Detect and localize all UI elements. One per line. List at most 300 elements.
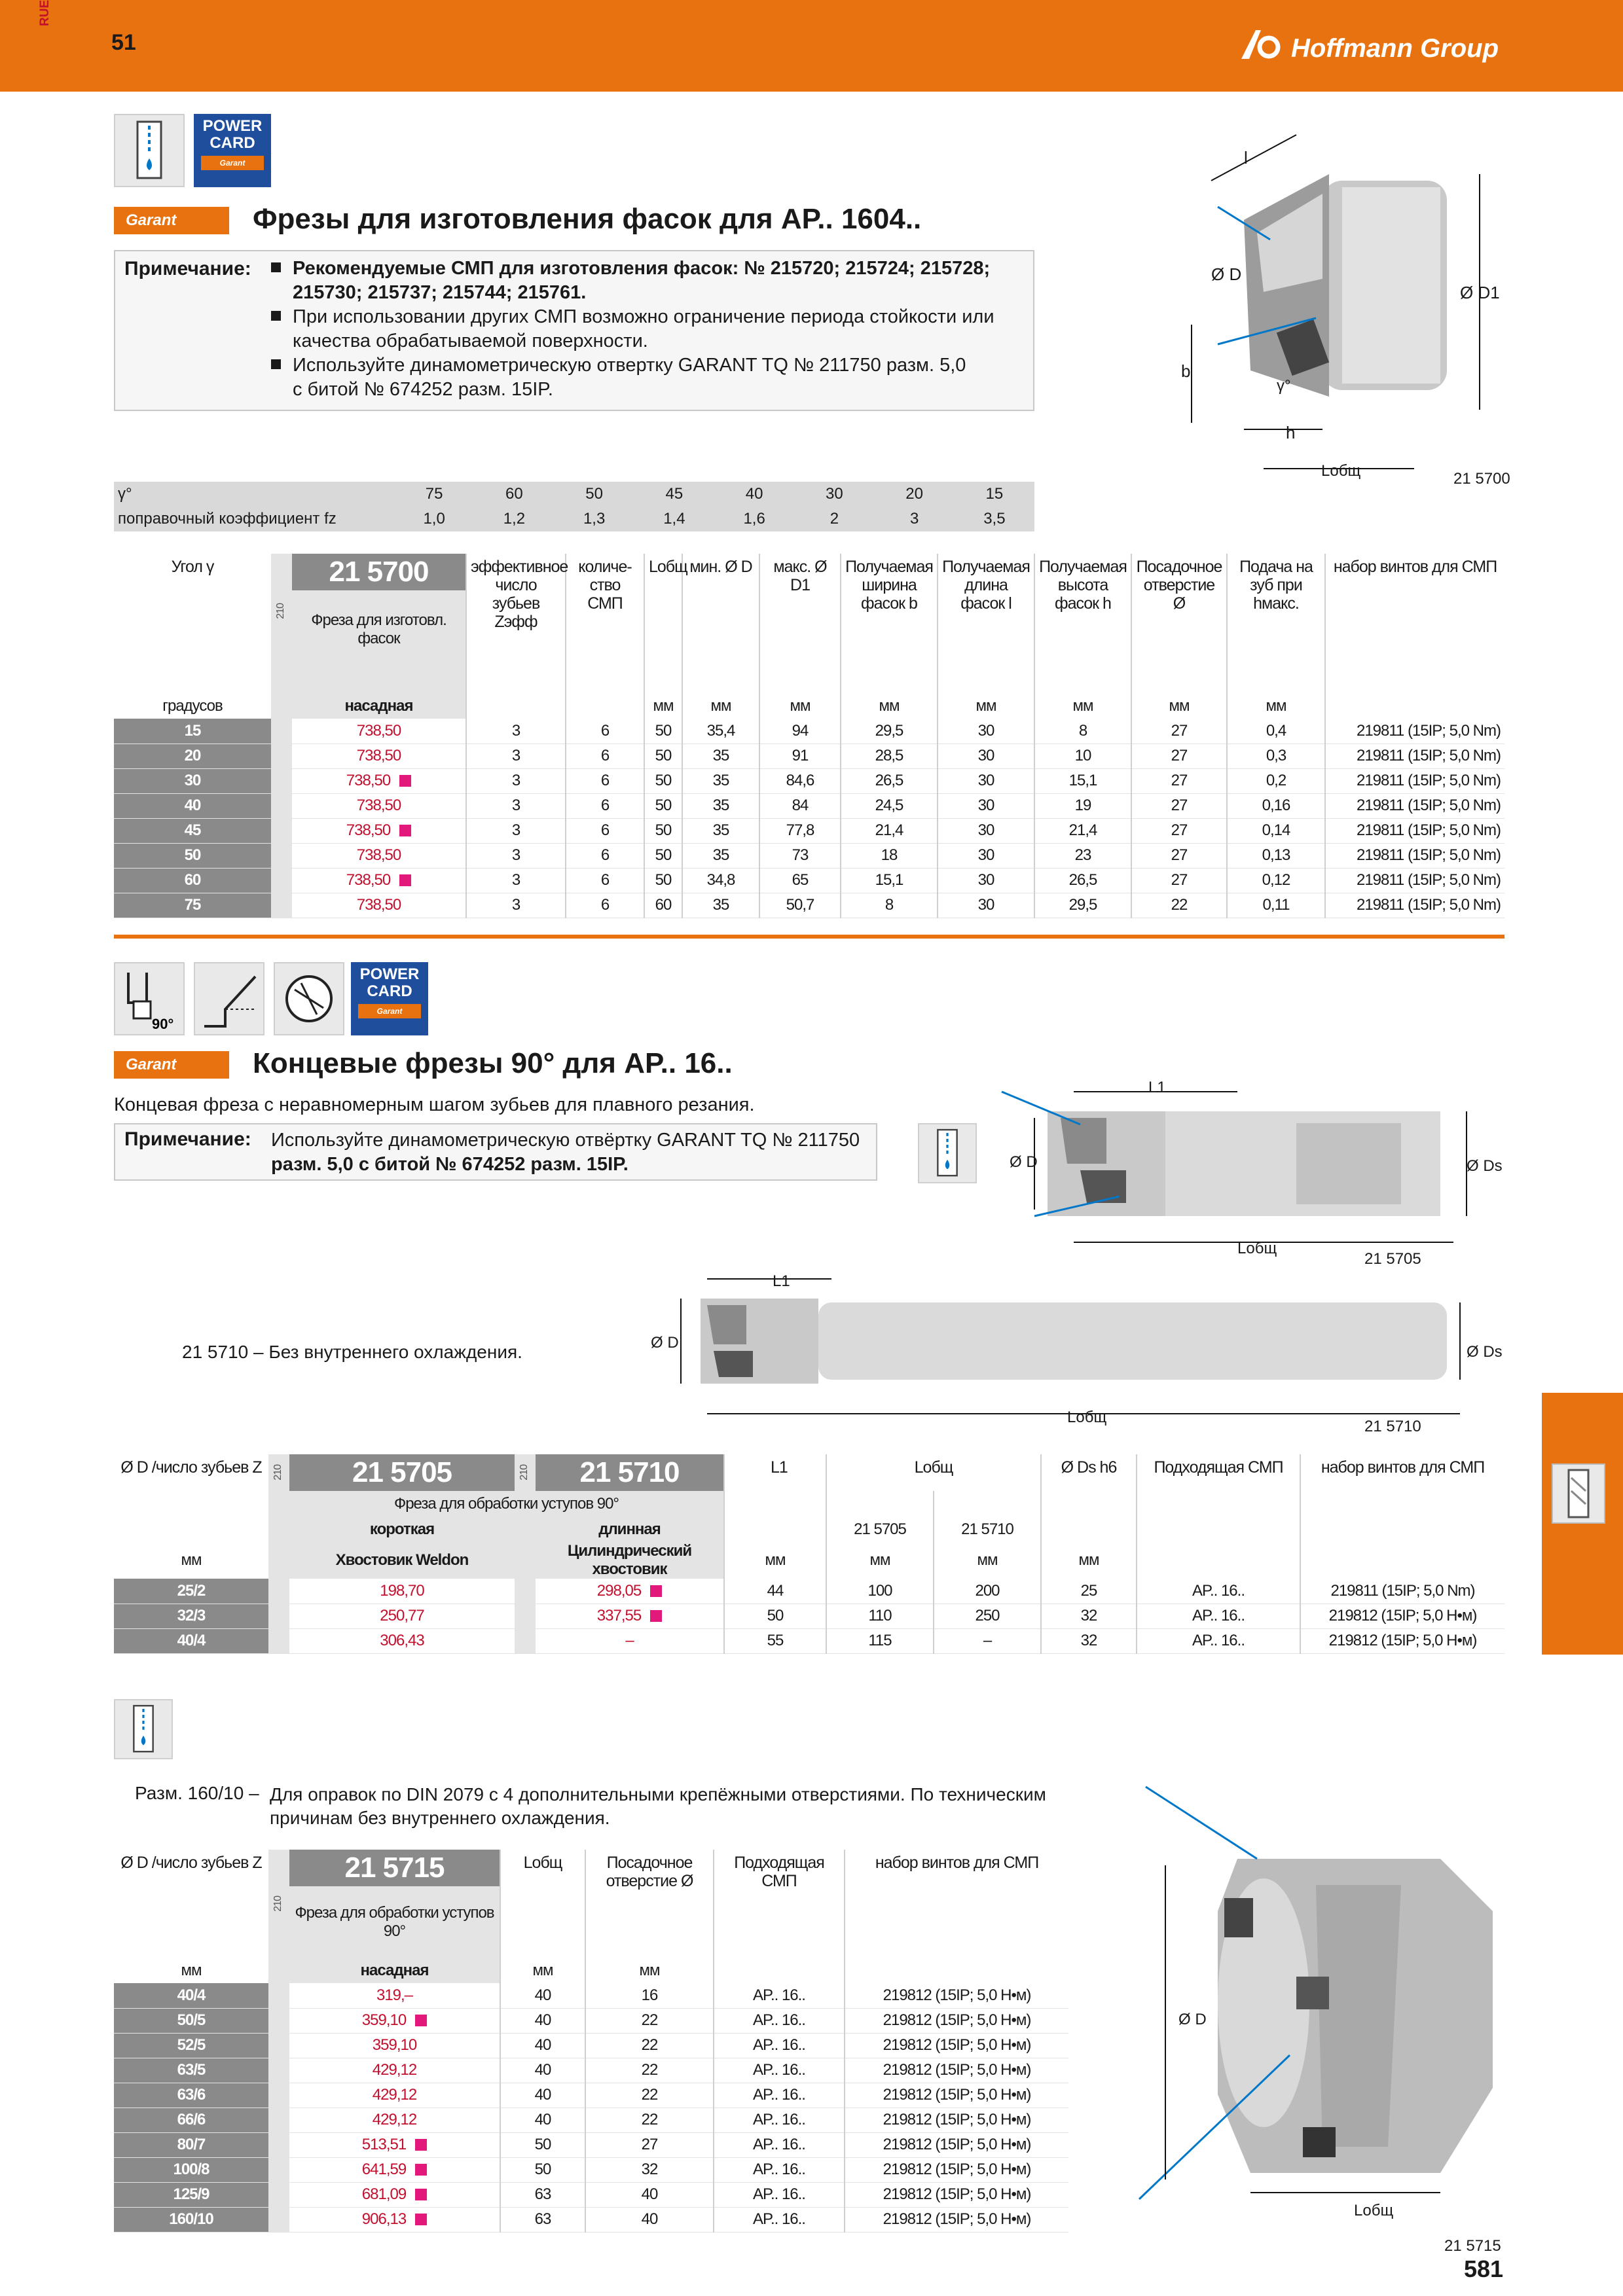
col-ltotal-215710: 21 5710 [934,1517,1041,1542]
value-cell: 0,13 [1227,843,1325,868]
unit: мм [644,694,682,719]
col-ds: Ø Ds h6 [1041,1454,1137,1542]
diameter-cell: 63/6 [114,2083,268,2108]
value-cell: 3 [466,744,566,768]
price-value: 738,50 [356,721,401,740]
value-cell: 50 [644,818,682,843]
value-cell: 250 [934,1604,1041,1628]
price-value: 429,12 [372,2061,417,2079]
value-cell: 219811 (15IP; 5,0 Nm) [1325,768,1504,793]
garant-logo: Garant [114,207,229,234]
value-cell: AP.. 16.. [714,2108,845,2132]
col-bore: Посадочное отверстие Ø [1131,554,1227,694]
value-cell: 3 [466,793,566,818]
value-cell: 25 [1041,1579,1137,1604]
col-insert: Подходящая СМП [714,1850,845,1958]
price-cell [289,1983,500,2008]
factor-cell: 3 [875,507,955,531]
value-cell: 219811 (15IP; 5,0 Nm) [1325,744,1504,768]
price-value: 641,59 [361,2161,407,2178]
value-cell: 219812 (15IP; 5,0 Н•м) [845,1983,1068,2008]
factor-cell: 1,6 [714,507,794,531]
value-cell: 219811 (15IP; 5,0 Nm) [1325,893,1504,918]
value-cell: 34,8 [682,868,759,893]
value-cell: 3 [466,818,566,843]
value-cell: 91 [759,744,841,768]
svg-text:90°: 90° [152,1016,174,1032]
value-cell: 35 [682,843,759,868]
value-cell: 27 [1131,868,1227,893]
diameter-cell: 50/5 [114,2008,268,2033]
section2-title: Концевые фрезы 90° для AP.. 16.. [253,1047,733,1079]
unit: мм [938,694,1034,719]
diagram-code-label: 21 5710 [1364,1418,1421,1435]
value-cell: AP.. 16.. [714,2207,845,2232]
value-cell: 77,8 [759,818,841,843]
value-cell: 50 [644,719,682,744]
value-cell: 27 [1131,744,1227,768]
price-cell [292,793,466,818]
value-cell: 15,1 [841,868,938,893]
price-cell [289,1604,515,1628]
value-cell: AP.. 16.. [714,2132,845,2157]
unit: мм [1227,694,1325,719]
value-cell: 30 [938,893,1034,918]
coolant-through-icon-3 [114,1699,173,1759]
value-cell: 40 [500,2058,585,2083]
stock-marker-icon [415,2015,427,2026]
value-cell: 32 [1041,1628,1137,1653]
value-cell: 22 [1131,893,1227,918]
col-length-l: Получаемая длина фасок l [938,554,1034,694]
note-label-2: Примечание: [124,1128,251,1150]
price-cell [289,2207,500,2232]
section2-subtitle: Концевая фреза с неравномерным шагом зубьев для плавного резания. [114,1094,755,1115]
value-cell: 219812 (15IP; 5,0 Н•м) [845,2008,1068,2033]
gamma-cell: 60 [474,482,554,507]
value-cell: 3 [466,868,566,893]
stock-marker-icon [415,2214,427,2225]
end-mill-long-diagram [642,1266,1512,1436]
price-value: 681,09 [361,2185,407,2203]
table-row [114,1628,1504,1653]
value-cell: 50 [500,2157,585,2182]
col-l1: L1 [724,1454,826,1517]
value-cell: 219811 (15IP; 5,0 Nm) [1325,719,1504,744]
unit-degrees: градусов [162,697,223,715]
price-value: 738,50 [346,772,391,789]
angle-cell: 40 [114,793,271,818]
price-value: 906,13 [361,2210,407,2228]
spacer-cell [271,744,292,768]
diameter-cell: 32/3 [114,1604,268,1628]
price-cell [289,2157,500,2182]
dim-l-label: l [1244,148,1248,168]
chamfer-mill-table: Угол γ 210 21 5700 эффективное число зубьев Zэфф количе-ство СМП Lобщ мин. Ø D макс. Ø D1 Получаемая ширина фасок b Получаемая длина фасок l Получаемая высота фасок h Посадочное отверстие Ø Подача на зуб при hмакс. набор винтов для СМП Фреза для изготовл. фасок градусов насадная мм мм мм мм мм мм мм мм 15 738,50 3 6 50 35,4 94 29,5 30 8 27 0,4 219811 (15IP; 5,0 Nm) 20 738,50 3 6 50 35 91 28,5 30 10 27 0,3 219811 (15IP; 5,0 Nm) 30 738,50 3 6 50 35 84,6 26,5 30 15,1 27 0,2 219811 (15IP; 5,0 Nm) 40 738,50 3 6 50 35 84 24,5 30 19 27 0,16 219811 (15IP; 5,0 Nm) 45 738,50 3 6 50 35 77,8 21,4 30 21,4 27 0,14 219811 (15IP; 5,0 Nm) 50 738,50 3 6 50 35 73 18 30 23 27 0,13 219811 (15IP; 5,0 Nm) 60 738,50 3 6 50 34,8 65 15,1 30 26,5 27 0,12 219811 (15IP; 5,0 Nm) 75 738,50 3 6 60 35 50,7 8 30 29,5 22 0,11 219811 (15IP; 5,0 Nm) [114,554,1504,918]
price-value: 359,10 [361,2011,407,2029]
diagram-code-label: 21 5700 [1453,470,1510,488]
factor-cell: 3,5 [955,507,1034,531]
factor-cell: 1,4 [634,507,714,531]
value-cell: 24,5 [841,793,938,818]
value-cell: AP.. 16.. [714,2033,845,2058]
value-cell: 0,2 [1227,768,1325,793]
angle-cell: 20 [114,744,271,768]
col-width-b: Получаемая ширина фасок b [841,554,938,694]
value-cell: 219812 (15IP; 5,0 Н•м) [845,2207,1068,2232]
value-cell: AP.. 16.. [714,2157,845,2182]
price-value: 198,70 [380,1581,424,1600]
col-code-215700: 21 5700 [292,554,466,590]
dim-ds-label: Ø Ds [1467,1343,1503,1361]
section1-title: Фрезы для изготовления фасок для AP.. 1604.. [253,203,922,235]
value-cell: 40 [585,2182,714,2207]
value-cell: 219812 (15IP; 5,0 Н•м) [845,2033,1068,2058]
value-cell: 30 [938,793,1034,818]
price-cell [289,2132,500,2157]
garant-logo-2: Garant [114,1051,229,1079]
value-cell: 219812 (15IP; 5,0 Н•м) [845,2157,1068,2182]
price-cell [289,2058,500,2083]
price-value: 429,12 [372,2086,417,2104]
section2-note-box [114,1123,877,1181]
angle-cell: 75 [114,893,271,918]
col-code-215715: 21 5715 [289,1850,500,1886]
value-cell: 10 [1034,744,1131,768]
value-cell: 3 [466,768,566,793]
shoulder-90-icon [114,962,185,1035]
dim-ltotal-label: Lобщ [1354,2202,1394,2219]
value-cell: 84,6 [759,768,841,793]
factor-cell: 1,3 [555,507,634,531]
table-row [114,2033,1068,2058]
value-cell: AP.. 16.. [714,2083,845,2108]
value-cell: 15,1 [1034,768,1131,793]
value-cell: 22 [585,2083,714,2108]
col-height-h: Получаемая высота фасок h [1034,554,1131,694]
angle-cell: 60 [114,868,271,893]
spacer-cell [268,2033,289,2058]
dim-b-label: b [1181,361,1191,381]
price-cell [289,2108,500,2132]
spacer-cell [515,1604,536,1628]
unequal-pitch-icon [274,962,344,1035]
value-cell: 23 [1034,843,1131,868]
diameter-cell: 52/5 [114,2033,268,2058]
stock-marker-icon [399,775,411,787]
value-cell: 44 [724,1579,826,1604]
spacer-cell [271,893,292,918]
dim-ltotal-label: Lобщ [1237,1240,1277,1257]
spacer-cell [268,1628,289,1653]
value-cell: 6 [566,719,644,744]
gamma-cell: 20 [875,482,955,507]
col-short: короткая [289,1517,515,1542]
shell-mill-table: Ø D /число зубьев Z 210 21 5715 Lобщ Посадочное отверстие Ø Подходящая СМП набор винтов для СМП Фреза для обработки уступов 90° мм насадная мм мм 40/4 319,– 40 16 AP.. 16.. 219812 (15IP; 5,0 Н•м) 50/5 359,10 40 22 AP.. 16.. 219812 (15IP; 5,0 Н•м) 52/5 359,10 40 22 AP.. 16.. 219812 (15IP; 5,0 Н•м) 63/5 429,12 40 22 AP.. 16.. 219812 (15IP; 5,0 Н•м) 63/6 429,12 40 22 AP.. 16.. 219812 (15IP; 5,0 Н•м) 66/6 429,12 40 22 AP.. 16.. 219812 (15IP; 5,0 Н•м) 80/7 513,51 50 27 AP.. 16.. 219812 (15IP; 5,0 Н•м) 100/8 641,59 50 32 AP.. 16.. 219812 (15IP; 5,0 Н•м) 125/9 681,09 63 40 AP.. 16.. 219812 (15IP; 5,0 Н•м) 160/10 906,13 63 40 AP.. 16.. 219812 (15IP; 5,0 Н•м) [114,1850,1068,2233]
diameter-cell: 40/4 [114,1983,268,2008]
table-row [114,1579,1504,1604]
col-code-215705: 21 5705 [289,1454,515,1491]
price-cell [536,1628,724,1653]
spacer-cell [268,2132,289,2157]
spacer-cell [271,868,292,893]
value-cell: 84 [759,793,841,818]
price-cell [292,768,466,793]
price-value: 738,50 [356,896,401,914]
value-cell: 6 [566,768,644,793]
price-value: – [625,1632,634,1649]
spacer-cell [271,768,292,793]
value-cell: 50 [644,768,682,793]
stock-marker-icon [399,825,411,836]
diameter-cell: 100/8 [114,2157,268,2182]
value-cell: 18 [841,843,938,868]
value-cell: 26,5 [841,768,938,793]
value-cell: 50 [724,1604,826,1628]
gamma-row-label: γ° [114,482,394,507]
page-number: 51 [111,30,136,55]
value-cell: 100 [826,1579,934,1604]
price-cell [292,719,466,744]
value-cell: 50 [500,2132,585,2157]
table-row [114,2182,1068,2207]
value-cell: 8 [1034,719,1131,744]
value-cell: 73 [759,843,841,868]
value-cell: 6 [566,893,644,918]
value-cell: AP.. 16.. [1137,1579,1300,1604]
value-cell: 6 [566,868,644,893]
value-cell: 219812 (15IP; 5,0 Н•м) [845,2083,1068,2108]
unit: мм [759,694,841,719]
price-value: 359,10 [372,2036,417,2054]
value-cell: 27 [1131,818,1227,843]
value-cell: 35 [682,818,759,843]
col-type: насадная [289,1958,500,1983]
col-desc: Фреза для изготовл. фасок [292,590,466,669]
col-angle: Угол γ [171,558,214,576]
spacer-cell [268,1604,289,1628]
value-cell: 65 [759,868,841,893]
price-cell [289,2033,500,2058]
value-cell: 35 [682,744,759,768]
dim-d-label: Ø D [651,1334,679,1352]
note-item-3: Используйте динамометрическую отвертку GARANT TQ № 211750 разм. 5,0 с битой № 674252 разм. 15IP. [271,353,1024,402]
value-cell: 115 [826,1628,934,1653]
price-cell [289,2182,500,2207]
stock-marker-icon [399,874,411,886]
col-long: длинная [536,1517,724,1542]
value-cell: 6 [566,843,644,868]
value-cell: 0,4 [1227,719,1325,744]
price-value: 337,55 [596,1607,642,1624]
value-cell: 3 [466,893,566,918]
unit: мм [181,1551,202,1569]
table-row [114,2157,1068,2182]
angle-cell: 15 [114,719,271,744]
value-cell: 50 [644,868,682,893]
diameter-cell: 63/5 [114,2058,268,2083]
price-value: 738,50 [356,797,401,814]
value-cell: 50,7 [759,893,841,918]
end-mill-short-diagram [995,1079,1512,1275]
diameter-cell: 66/6 [114,2108,268,2132]
dim-d-label: Ø D [1211,264,1242,284]
value-cell: 0,16 [1227,793,1325,818]
spacer-cell [271,719,292,744]
no-cooling-note: 21 5710 – Без внутреннего охлаждения. [182,1342,522,1362]
price-cell [289,1628,515,1653]
diameter-cell: 25/2 [114,1579,268,1604]
diameter-cell: 125/9 [114,2182,268,2207]
stock-marker-icon [650,1610,662,1622]
value-cell: 63 [500,2182,585,2207]
col-teeth: эффективное число зубьев Zэфф [466,554,566,694]
stock-marker-icon [650,1585,662,1597]
value-cell: 32 [585,2157,714,2182]
factor-row-label: поправочный коэффициент fz [114,507,394,531]
col-d-teeth: Ø D /число зубьев Z [120,1458,262,1477]
value-cell: 94 [759,719,841,744]
unit: мм [500,1958,585,1983]
value-cell: 6 [566,744,644,768]
dim-h-label: h [1286,423,1296,442]
value-cell: 0,14 [1227,818,1325,843]
dim-d1-label: Ø D1 [1460,283,1500,302]
angle-cell: 45 [114,818,271,843]
value-cell: AP.. 16.. [1137,1604,1300,1628]
dim-ltotal-label: Lобщ [1321,462,1361,480]
spacer-cell [268,1983,289,2008]
value-cell: 219812 (15IP; 5,0 Н•м) [845,2132,1068,2157]
gamma-correction-table [114,482,1034,531]
col-desc: Фреза для обработки уступов 90° [289,1886,500,1958]
value-cell: 40 [500,2008,585,2033]
section-separator [114,935,1504,939]
table-row [114,719,1504,744]
col-feed: Подача на зуб при hмакс. [1227,554,1325,694]
price-value: 319,– [376,1986,413,2004]
unit: мм [826,1542,934,1579]
value-cell: 35 [682,793,759,818]
coolant-through-icon [114,114,185,187]
col-code-215710: 21 5710 [536,1454,724,1491]
value-cell: 35 [682,768,759,793]
price-value: 513,51 [361,2136,407,2153]
gamma-cell: 50 [555,482,634,507]
value-cell: 21,4 [1034,818,1131,843]
value-cell: 22 [585,2108,714,2132]
power-card-badge-2: POWER CARD Garant [351,962,428,1035]
value-cell: 35 [682,893,759,918]
note-label: Примечание: [124,258,251,279]
value-cell: 32 [1041,1604,1137,1628]
table-row [114,2008,1068,2033]
price-cell [289,2008,500,2033]
price-value: 738,50 [356,846,401,864]
table-row [114,2207,1068,2232]
factor-cell: 2 [794,507,874,531]
price-cell [292,818,466,843]
step-milling-icon [194,962,264,1035]
brand-name: Hoffmann Group [1290,34,1499,63]
dim-ltotal-label: Lобщ [1067,1408,1107,1426]
col-screws: набор винтов для СМП [845,1850,1068,1958]
value-cell: 219811 (15IP; 5,0 Nm) [1325,793,1504,818]
stock-marker-icon [415,2139,427,2151]
table-row [114,1604,1504,1628]
col-weldon: Хвостовик Weldon [289,1542,515,1579]
angle-cell: 50 [114,843,271,868]
spacer-cell [268,2083,289,2108]
value-cell: 27 [1131,793,1227,818]
table-row [114,2108,1068,2132]
spacer-cell [268,2157,289,2182]
value-cell: 50 [644,793,682,818]
diagram-code-215715: 21 5715 [1444,2237,1501,2255]
col-max-d1: макс. Ø D1 [759,554,841,694]
value-cell: 8 [841,893,938,918]
value-cell: 28,5 [841,744,938,768]
dim-l1-label: L1 [1148,1079,1166,1096]
value-cell: 30 [938,744,1034,768]
col-min-d: мин. Ø D [682,554,759,694]
value-cell: 0,3 [1227,744,1325,768]
col-screws: набор винтов для СМП [1300,1454,1504,1542]
spacer-cell [268,2008,289,2033]
value-cell: 3 [466,843,566,868]
value-cell: 50 [644,744,682,768]
dim-d-label: Ø D [1010,1153,1038,1171]
gamma-cell: 15 [955,482,1034,507]
value-cell: 219812 (15IP; 5,0 Н•м) [1300,1604,1504,1628]
value-cell: 22 [585,2058,714,2083]
spacer-cell [271,793,292,818]
value-cell: 30 [938,843,1034,868]
value-cell: 219812 (15IP; 5,0 Н•м) [845,2108,1068,2132]
table-row [114,2058,1068,2083]
value-cell: 40 [585,2207,714,2232]
gamma-cell: 30 [794,482,874,507]
section1-note-box [114,250,1034,411]
value-cell: 219811 (15IP; 5,0 Nm) [1325,868,1504,893]
value-cell: 30 [938,768,1034,793]
price-value: 298,05 [596,1581,642,1600]
col-desc: Фреза для обработки уступов 90° [289,1491,724,1517]
value-cell: 219812 (15IP; 5,0 Н•м) [845,2058,1068,2083]
value-cell: 219812 (15IP; 5,0 Н•м) [845,2182,1068,2207]
unit: мм [1041,1542,1137,1579]
diagram-code-label: 21 5705 [1364,1250,1421,1268]
spacer-cell [268,2207,289,2232]
value-cell: 35,4 [682,719,759,744]
value-cell: 63 [500,2207,585,2232]
col-type: насадная [292,694,466,719]
col-inserts: количе-ство СМП [566,554,644,694]
price-value: 250,77 [380,1607,424,1624]
value-cell: 40 [500,2033,585,2058]
diameter-cell: 160/10 [114,2207,268,2232]
factor-cell: 1,0 [394,507,474,531]
value-cell: AP.. 16.. [714,2182,845,2207]
value-cell: 60 [644,893,682,918]
table-row [114,868,1504,893]
value-cell: AP.. 16.. [1137,1628,1300,1653]
col-ltotal: Lобщ [644,554,682,694]
value-cell: 219811 (15IP; 5,0 Nm) [1325,818,1504,843]
note-text-2: Используйте динамометрическую отвёртку GARANT TQ № 211750 разм. 5,0 с битой № 674252 разм. 15IP. [271,1130,860,1175]
spacer-cell [515,1579,536,1604]
size-description: Для оправок по DIN 2079 с 4 дополнительными крепёжными отверстиями. По техническим причинам без внутреннего охлаждения. [270,1784,1046,1828]
